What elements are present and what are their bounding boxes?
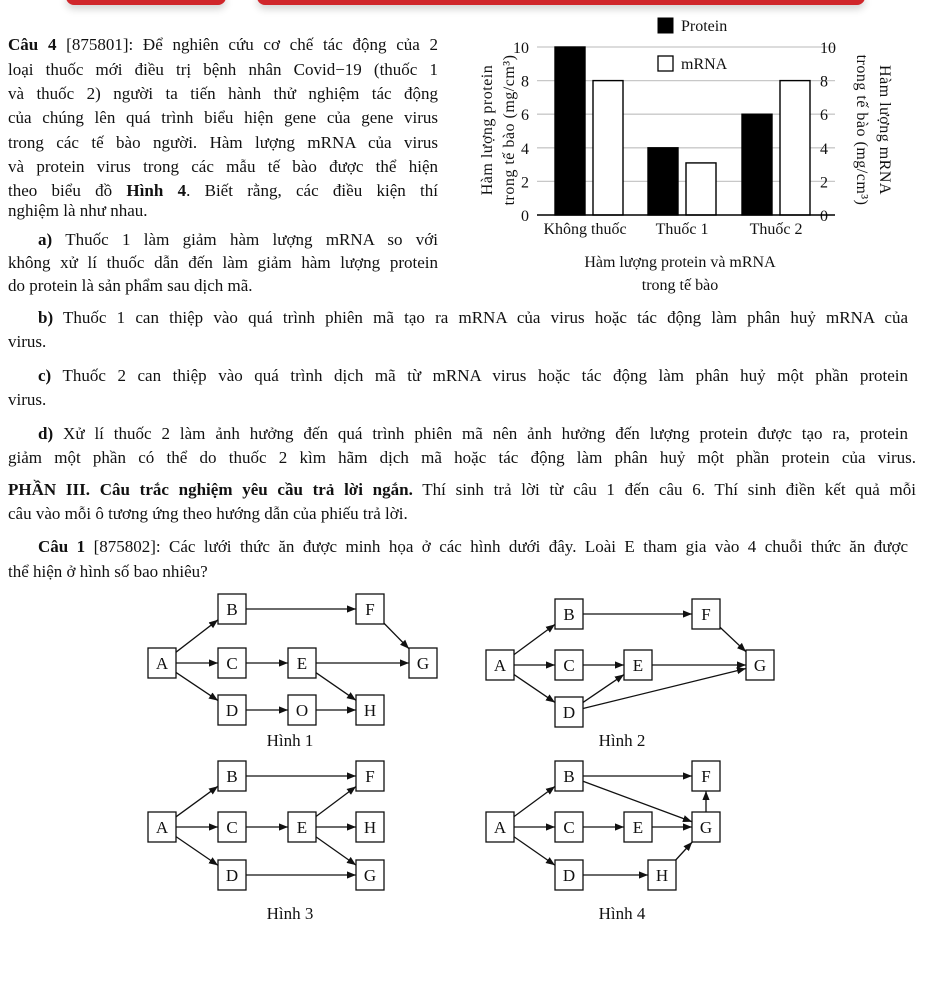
y-tick-left: 0 (521, 208, 529, 225)
y-tick-left: 4 (521, 140, 529, 158)
species-label: A (493, 656, 507, 675)
arrow-H-G (676, 842, 693, 860)
species-label: C (226, 654, 238, 673)
arrow-A-B (514, 786, 555, 816)
arrow-E-H (316, 673, 356, 701)
text: do protein là sản phẩm sau dịch mã. (8, 276, 253, 295)
text: loại thuốc mới điều trị bệnh nhân Covid−19 (thuốc 1 (8, 60, 438, 79)
y-axis-label-right: Hàm lượng mRNA (876, 65, 893, 195)
x-tick-label: Thuốc 2 (749, 221, 803, 238)
text: Thuốc 2 can thiệp vào quá trình dịch mã từ mRNA virus hoặc tác động làm phân huỷ một phần protein (51, 366, 908, 385)
species-label: G (363, 866, 377, 885)
species-label: F (701, 767, 711, 786)
species-label: E (632, 818, 644, 837)
bold-text: Hình 4 (126, 181, 187, 200)
bold-text: b) (38, 308, 54, 327)
text: Thí sinh trả lời từ câu 1 đến câu 6. Thí sinh điền kết quả mỗi (412, 480, 916, 499)
text: [875801]: Để nghiên cứu cơ chế tác động của 2 (56, 35, 438, 54)
arrow-D-G (583, 668, 746, 708)
y-tick-right: 2 (820, 174, 828, 192)
y-tick-left: 2 (521, 174, 529, 192)
food-web-4 (486, 761, 720, 923)
species-label: H (363, 818, 377, 837)
text: và thuốc 2) người ta tiến hành thử nghiệm tác động (8, 84, 438, 103)
y-tick-right: 4 (820, 140, 828, 158)
species-label: B (563, 767, 575, 786)
food-web-3 (148, 761, 384, 923)
text: theo biểu đồ (8, 181, 127, 200)
arrow-E-F (316, 787, 356, 817)
species-label: E (296, 818, 308, 837)
y-axis-label-left: Hàm lượng protein (479, 64, 496, 196)
text: Xử lí thuốc 2 làm ảnh hưởng đến quá trình phiên mã nên ảnh hưởng đến lượng protein được tạo ra, protein (53, 424, 908, 443)
food-web-1 (148, 594, 437, 750)
figure-caption: Hình 1 (266, 731, 314, 750)
species-label: D (225, 701, 239, 720)
species-label: G (416, 654, 430, 673)
y-tick-right: 10 (820, 40, 836, 57)
species-label: D (562, 866, 576, 885)
species-label: E (632, 656, 644, 675)
y-tick-right: 0 (820, 208, 828, 225)
species-label: O (295, 701, 309, 720)
species-label: C (563, 656, 575, 675)
text: Thuốc 1 can thiệp vào quá trình phiên mã tạo ra mRNA của virus hoặc tác động làm phân huỷ mRNA của (53, 308, 908, 327)
y-tick-left: 6 (521, 107, 529, 125)
figure-caption: Hình 4 (598, 904, 646, 923)
species-label: A (155, 818, 169, 837)
species-label: C (563, 818, 575, 837)
arrow-E-G (316, 837, 356, 865)
text: nghiệm là như nhau. (8, 201, 148, 220)
figure-caption: Hình 3 (266, 904, 314, 923)
arrow-A-D (514, 837, 555, 866)
y-axis-label-left: trong tế bào (mg/cm³) (501, 54, 518, 206)
text: giảm một phần có thể do thuốc 2 kìm hãm dịch mã hoặc tác động làm phân huỷ một phần protein của virus. (8, 448, 916, 467)
text: thể hiện ở hình số bao nhiêu? (8, 562, 208, 581)
food-web-2 (486, 599, 774, 750)
species-label: A (155, 654, 169, 673)
legend-label-protein: Protein (681, 18, 728, 35)
text: virus. (8, 390, 47, 409)
species-label: H (655, 866, 669, 885)
species-label: G (753, 656, 767, 675)
species-label: G (699, 818, 713, 837)
arrow-A-D (176, 837, 218, 866)
text: câu vào mỗi ô tương ứng theo hướng dẫn của phiếu trả lời. (8, 504, 408, 523)
species-label: B (563, 605, 575, 624)
y-axis-label-right: trong tế bào (mg/cm³) (853, 54, 870, 206)
text: Thuốc 1 làm giảm hàm lượng mRNA so với (52, 230, 438, 249)
species-label: B (226, 767, 238, 786)
species-label: F (365, 600, 375, 619)
bold-text: a) (38, 230, 53, 249)
species-label: F (701, 605, 711, 624)
arrow-A-D (176, 672, 218, 700)
species-label: A (493, 818, 507, 837)
species-label: D (562, 703, 576, 722)
arrow-F-G (384, 623, 409, 648)
x-tick-label: Thuốc 1 (655, 221, 709, 238)
arrow-A-B (176, 620, 218, 652)
arrow-A-D (514, 675, 555, 703)
bold-text: Câu 1 (38, 537, 86, 556)
species-label: F (365, 767, 375, 786)
species-label: C (226, 818, 238, 837)
species-label: D (225, 866, 239, 885)
bold-text: c) (38, 366, 52, 385)
species-label: H (363, 701, 377, 720)
arrow-D-E (583, 675, 624, 703)
bold-text: Câu 4 (8, 35, 57, 54)
bold-text: d) (38, 424, 54, 443)
text: virus. (8, 332, 47, 351)
y-tick-left: 10 (513, 40, 529, 57)
x-tick-label: Không thuốc (543, 221, 627, 238)
arrow-F-G (720, 627, 746, 652)
text: . Biết rằng, các điều kiện thí (186, 181, 438, 200)
y-tick-right: 8 (820, 73, 828, 91)
bold-text: PHẦN III. Câu trắc nghiệm yêu cầu trả lời ngắn. (8, 480, 413, 499)
text: của chúng lên quá trình biểu hiện gene của gene virus (8, 108, 438, 127)
figure-caption: Hình 2 (598, 731, 646, 750)
text: không xử lí thuốc dẫn đến làm giảm hàm lượng protein (8, 253, 438, 272)
chart-title: Hàm lượng protein và mRNA (584, 254, 776, 271)
y-tick-right: 6 (820, 107, 828, 125)
text: [875802]: Các lưới thức ăn được minh họa ở các hình dưới đây. Loài E tham gia vào 4 chuỗi thức ăn được (85, 537, 909, 556)
species-label: E (296, 654, 308, 673)
arrow-A-B (176, 786, 218, 817)
text: và protein virus trong các mẫu tế bào được thể hiện (8, 157, 438, 176)
chart-title: trong tế bào (641, 277, 719, 294)
text: trong các tế bào người. Hàm lượng mRNA của virus (8, 133, 438, 152)
arrow-A-B (514, 624, 555, 654)
legend-label-mrna: mRNA (681, 56, 728, 73)
y-tick-left: 8 (521, 73, 529, 91)
species-label: B (226, 600, 238, 619)
